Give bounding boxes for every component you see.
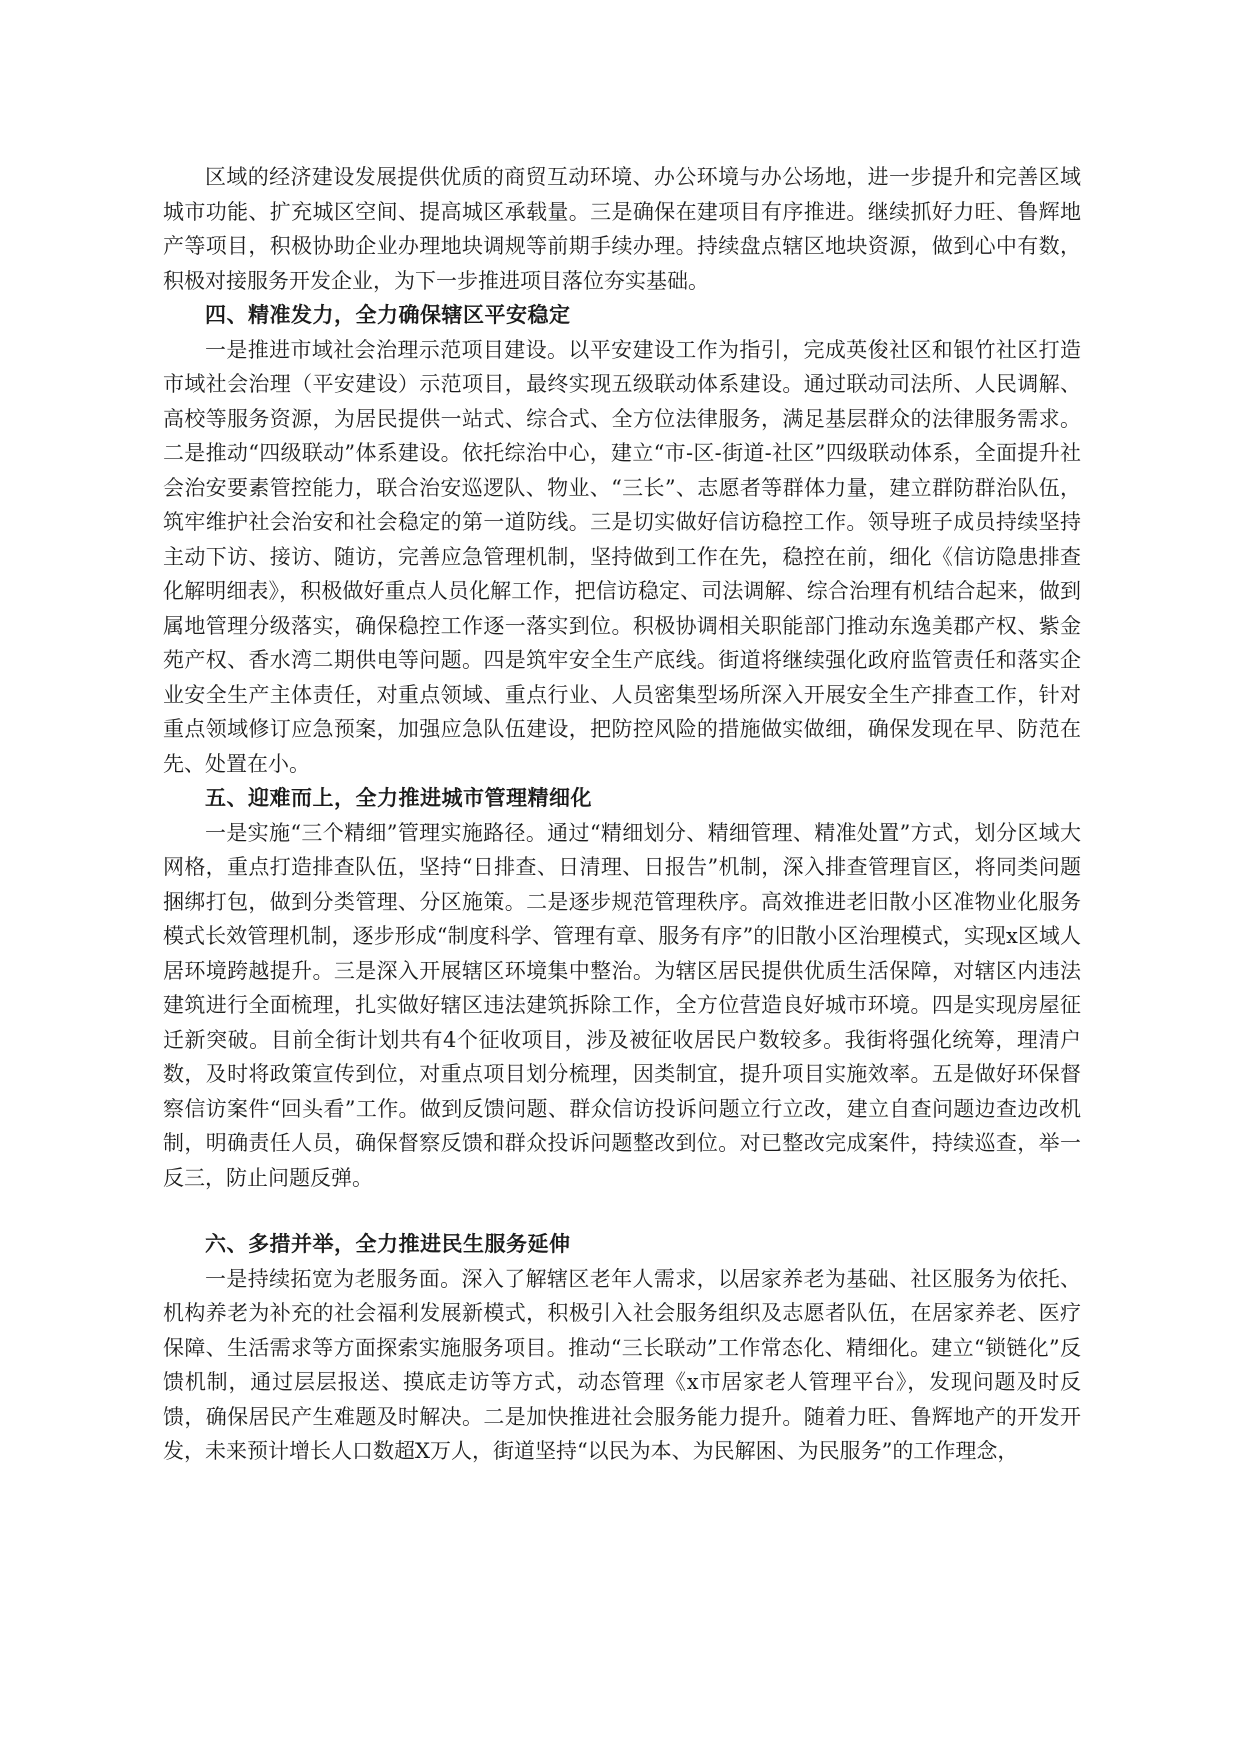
paragraph-intro: 区域的经济建设发展提供优质的商贸互动环境、办公环境与办公场地，进一步提升和完善区域城市功能、扩充城区空间、提高城区承载量。三是确保在建项目有序推进。继续抓好力旺、鲁辉地产等项目，积极协助企业办理地块调规等前期手续办理。持续盘点辖区地块资源，做到心中有数，积极对接服务开发企业，为下一步推进项目落位夯实基础。 <box>163 165 1081 293</box>
document-body <box>163 160 1081 1469</box>
section-5-heading: 五、迎难而上，全力推进城市管理精细化 <box>205 786 592 810</box>
section-4-heading: 四、精准发力，全力确保辖区平安稳定 <box>205 303 571 327</box>
section-5-body: 一是实施“三个精细”管理实施路径。通过“精细划分、精细管理、精准处置”方式，划分区域大网格，重点打造排查队伍，坚持“日排查、日清理、日报告”机制，深入排查管理盲区，将同类问题捆绑打包，做到分类管理、分区施策。二是逐步规范管理秩序。高效推进老旧散小区准物业化服务模式长效管理机制，逐步形成“制度科学、管理有章、服务有序”的旧散小区治理模式，实现x区域人居环境跨越提升。三是深入开展辖区环境集中整治。为辖区居民提供优质生活保障，对辖区内违法建筑进行全面梳理，扎实做好辖区违法建筑拆除工作，全方位营造良好城市环境。四是实现房屋征迁新突破。目前全街计划共有4个征收项目，涉及被征收居民户数较多。我街将强化统筹，理清户数，及时将政策宣传到位，对重点项目划分梳理，因类制宜，提升项目实施效率。五是做好环保督察信访案件“回头看”工作。做到反馈问题、群众信访投诉问题立行立改，建立自查问题边查边改机制，明确责任人员，确保督察反馈和群众投诉问题整改到位。对已整改完成案件，持续巡查，举一反三，防止问题反弹。 <box>163 820 1081 1190</box>
section-6-body: 一是持续拓宽为老服务面。深入了解辖区老年人需求，以居家养老为基础、社区服务为依托、机构养老为补充的社会福利发展新模式，积极引入社会服务组织及志愿者队伍，在居家养老、医疗保障、生活需求等方面探索实施服务项目。推动“三长联动”工作常态化、精细化。建立“锁链化”反馈机制，通过层层报送、摸底走访等方式，动态管理《x市居家老人管理平台》，发现问题及时反馈，确保居民产生难题及时解决。二是加快推进社会服务能力提升。随着力旺、鲁辉地产的开发开发，未来预计增长人口数超X万人，街道坚持“以民为本、为民解困、为民服务”的工作理念， <box>163 1266 1081 1463</box>
section-4-body: 一是推进市域社会治理示范项目建设。以平安建设工作为指引，完成英俊社区和银竹社区打造市域社会治理（平安建设）示范项目，最终实现五级联动体系建设。通过联动司法所、人民调解、高校等服务资源，为居民提供一站式、综合式、全方位法律服务，满足基层群众的法律服务需求。二是推动“四级联动”体系建设。依托综治中心，建立“市-区-街道-社区”四级联动体系，全面提升社会治安要素管控能力，联合治安巡逻队、物业、“三长”、志愿者等群体力量，建立群防群治队伍，筑牢维护社会治安和社会稳定的第一道防线。三是切实做好信访稳控工作。领导班子成员持续坚持主动下访、接访、随访，完善应急管理机制，坚持做到工作在先，稳控在前，细化《信访隐患排查化解明细表》，积极做好重点人员化解工作，把信访稳定、司法调解、综合治理有机结合起来，做到属地管理分级落实，确保稳控工作逐一落实到位。积极协调相关职能部门推动东逸美郡产权、紫金苑产权、香水湾二期供电等问题。四是筑牢安全生产底线。街道将继续强化政府监管责任和落实企业安全生产主体责任，对重点领域、重点行业、人员密集型场所深入开展安全生产排查工作，针对重点领域修订应急预案，加强应急队伍建设，把防控风险的措施做实做细，确保发现在早、防范在先、处置在小。 <box>163 337 1081 776</box>
section-6-heading: 六、多措并举，全力推进民生服务延伸 <box>205 1232 571 1256</box>
